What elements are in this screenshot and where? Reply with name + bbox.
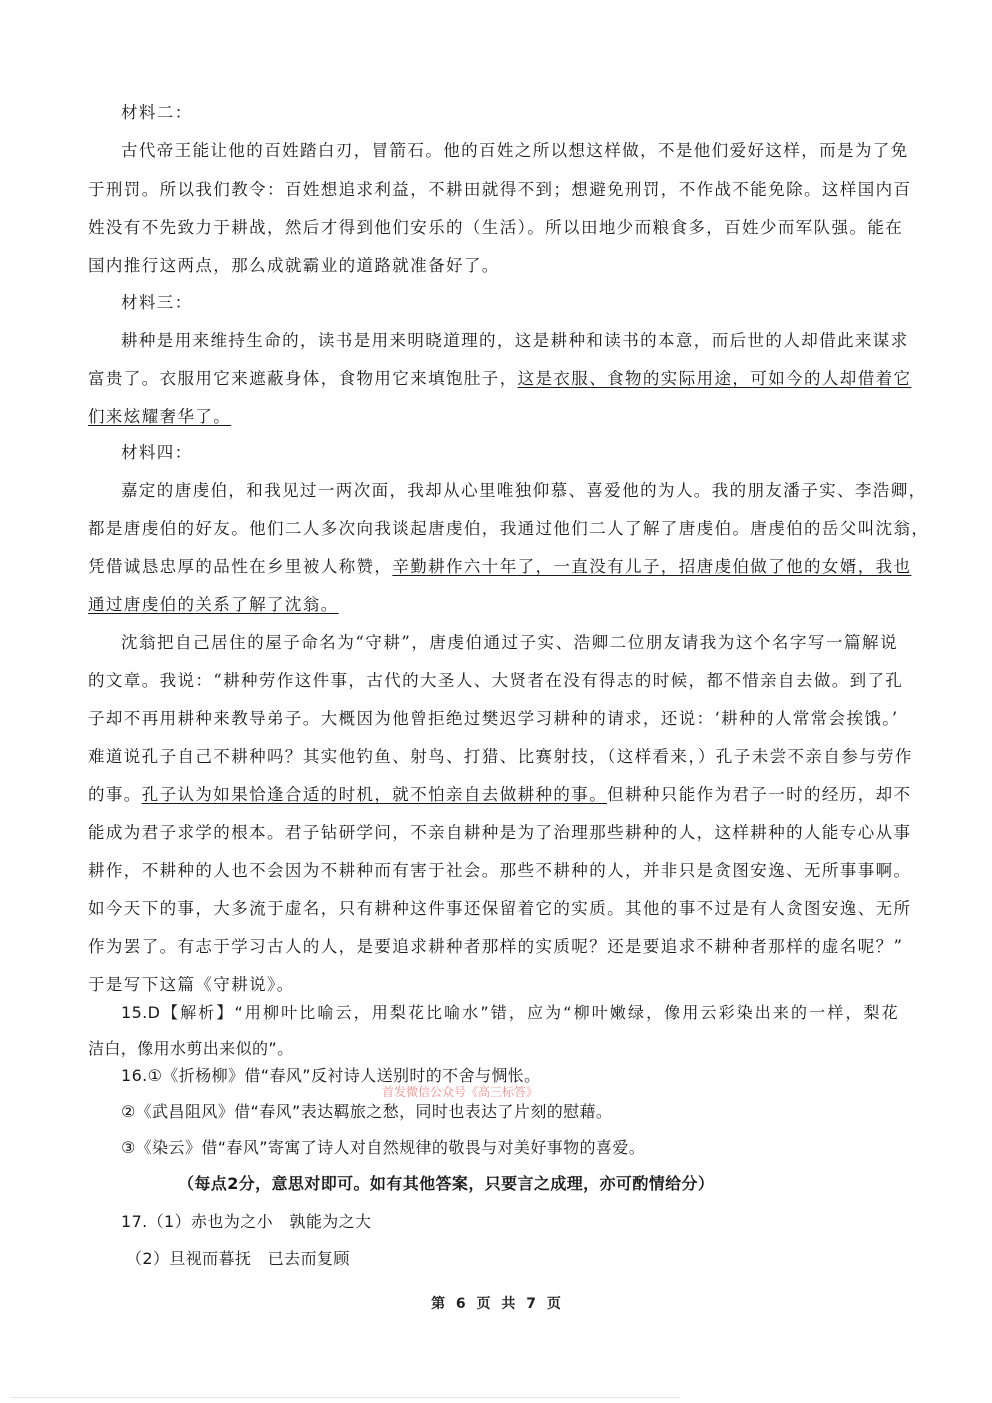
- plain-text: 富贵了。衣服用它来遮蔽身体，食物用它来填饱肚子，: [88, 369, 518, 388]
- material4-line: 的文章。我说：“耕种劳作这件事，古代的大圣人、大贤者在没有得志的时候，都不惜亲自去做。到了孔: [88, 671, 904, 690]
- material3-heading: 材料三：: [121, 293, 193, 312]
- answer-16-item: ②《武昌阻风》借“春风”表达羁旅之愁，同时也表达了片刻的慰藉。: [121, 1102, 613, 1121]
- answer-17-item: 17.（1）赤也为之小 孰能为之大: [121, 1212, 372, 1231]
- material3-line: [88, 369, 912, 388]
- page-footer: 第 6 页 共 7 页: [431, 1296, 561, 1312]
- plain-text: 凭借诚恳忠厚的品性在乡里被人称赞，: [88, 557, 393, 576]
- material2-line: 于刑罚。所以我们教令：百姓想追求利益，不耕田就得不到；想避免刑罚，不作战不能免除。这样国内百: [88, 180, 912, 199]
- material2-line: 古代帝王能让他的百姓踏白刃，冒箭石。他的百姓之所以想这样做，不是他们爱好这样，而是为了免: [121, 141, 909, 160]
- material4-line: [88, 595, 339, 614]
- watermark-text: 首发微信公众号《高三标答》: [382, 1085, 539, 1099]
- material4-line: 如今天下的事，大多流于虚名，只有耕种这件事还保留着它的实质。其他的事不过是有人贪图安逸、无所: [88, 899, 912, 918]
- answer-15-continued: 洁白，像用水剪出来似的”。: [88, 1039, 294, 1058]
- material4-line: 能成为君子求学的根本。君子钻研学问，不亲自耕种是为了治理那些耕种的人，这样耕种的人能专心从事: [88, 823, 912, 842]
- material2-line: 国内推行这两点，那么成就霸业的道路就准备好了。: [88, 256, 500, 275]
- answer-15: 15.D【解析】“用柳叶比喻云，用梨花比喻水”错，应为“柳叶嫩绿，像用云彩染出来的一样，梨花: [121, 1003, 898, 1022]
- material3-line: 耕种是用来维持生命的，读书是用来明晓道理的，这是耕种和读书的本意，而后世的人却借此来谋求: [121, 331, 909, 350]
- material4-line: 都是唐虔伯的好友。他们二人多次向我谈起唐虔伯，我通过他们二人了解了唐虔伯。唐虔伯的岳父叫沈翁，: [88, 519, 930, 538]
- underlined-text: 辛勤耕作六十年了，一直没有儿子，招唐虔伯做了他的女婿，我也: [392, 557, 912, 576]
- material4-line: 嘉定的唐虔伯，和我见过一两次面，我却从心里唯独仰慕、喜爱他的为人。我的朋友潘子实、李浩卿，: [121, 481, 927, 500]
- underlined-text: 孔子认为如果恰逢合适的时机，就不怕亲自去做耕种的事。: [141, 785, 608, 804]
- material4-heading: 材料四：: [121, 443, 193, 462]
- material3-line: [88, 407, 231, 426]
- material4-line: [88, 557, 912, 576]
- material4-line: [88, 785, 912, 804]
- answer-16-item: ③《染云》借“春风”寄寓了诗人对自然规律的敬畏与对美好事物的喜爱。: [121, 1138, 646, 1157]
- material4-line: 子却不再用耕种来教导弟子。大概因为他曾拒绝过樊迟学习耕种的请求，还说：‘耕种的人常常会挨饿。’: [88, 709, 899, 728]
- scoring-note: （每点2分，意思对即可。如有其他答案，只要言之成理，亦可酌情给分）: [178, 1174, 715, 1193]
- material2-line: 姓没有不先致力于耕战，然后才得到他们安乐的（生活）。所以田地少而粮食多，百姓少而军队强。能在: [88, 218, 904, 237]
- material4-line: 难道说孔子自己不耕种吗？其实他钓鱼、射鸟、打猎、比赛射技，（这样看来，）孔子未尝不亲自参与劳作: [88, 747, 913, 766]
- material4-line: 作为罢了。有志于学习古人的人，是要追求耕种者那样的实质呢？还是要追求不耕种者那样的虚名呢？”: [88, 937, 904, 956]
- plain-text: 的事。: [88, 785, 142, 804]
- plain-text: 但耕种只能作为君子一时的经历，却不: [607, 785, 912, 804]
- material4-line: 于是写下这篇《守耕说》。: [88, 975, 295, 994]
- underlined-text: 们来炫耀奢华了。: [88, 407, 232, 426]
- underlined-text: 通过唐虔伯的关系了解了沈翁。: [88, 595, 339, 614]
- underlined-text: 这是衣服、食物的实际用途，可如今的人却借着它: [517, 369, 912, 388]
- material2-heading: 材料二：: [121, 103, 193, 122]
- material4-line: 沈翁把自己居住的屋子命名为“守耕”，唐虔伯通过子实、浩卿二位朋友请我为这个名字写一篇解说: [121, 633, 898, 652]
- answer-17-item: （2）旦视而暮抚 已去而复顾: [126, 1249, 350, 1268]
- answer-16-item: 16.①《折杨柳》借“春风”反衬诗人送别时的不舍与惆怅。: [121, 1066, 541, 1085]
- bottom-divider: [10, 1397, 680, 1398]
- material4-line: 耕作，不耕种的人也不会因为不耕种而有害于社会。那些不耕种的人，并非只是贪图安逸、无所事事啊。: [88, 861, 912, 880]
